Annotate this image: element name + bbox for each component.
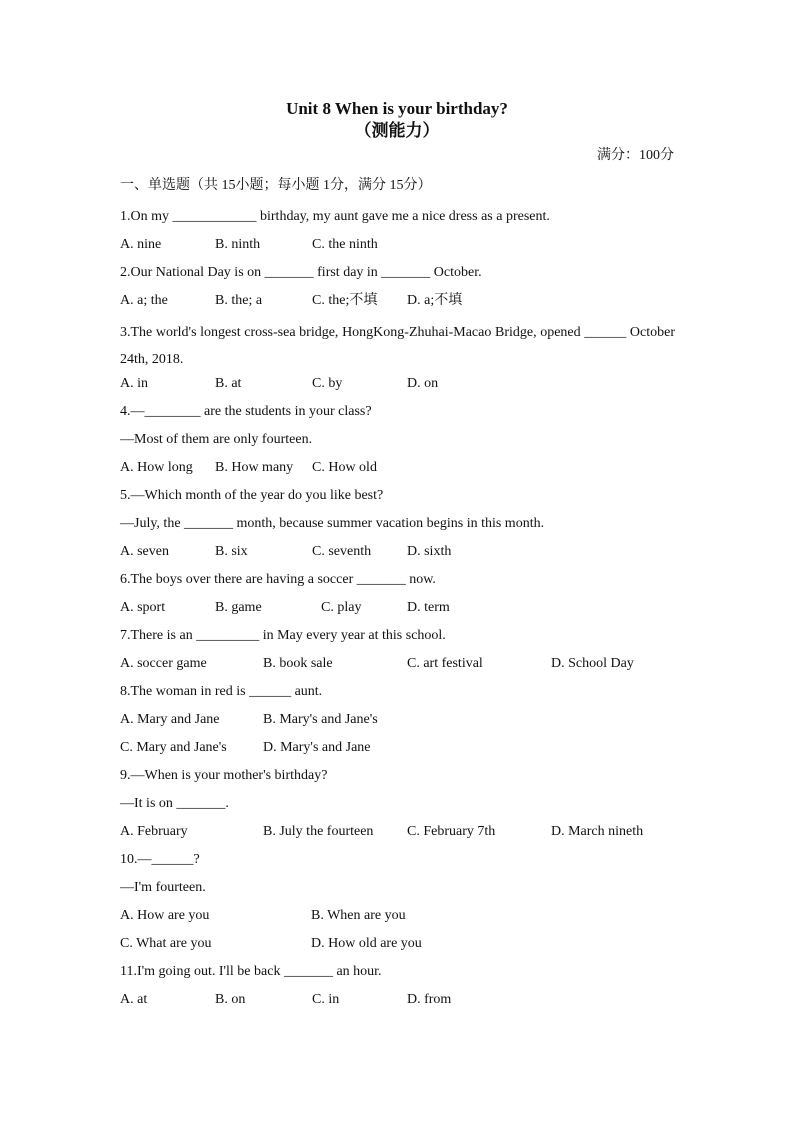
option-b: B. on (215, 992, 246, 1007)
option-c: C. seventh (312, 544, 372, 559)
option-a: A. a; the (120, 293, 168, 308)
option-b: B. book sale (263, 656, 333, 671)
option-b: B. ninth (215, 237, 261, 252)
option-d: D. March nineth (551, 824, 644, 839)
option-b: B. six (215, 544, 248, 559)
option-c: C. How old (312, 460, 377, 475)
question-options (120, 934, 675, 962)
page-title: Unit 8 When is your birthday? (286, 99, 508, 118)
option-d: D. How old are you (311, 936, 422, 951)
option-d: D. a;不填 (407, 293, 463, 308)
option-a: A. in (120, 376, 148, 391)
option-a: A. sport (120, 600, 166, 615)
question-options (120, 906, 675, 934)
question-stem: 4.—________ are the students in your class? (120, 404, 372, 419)
question-options (120, 598, 675, 626)
option-a: A. soccer game (120, 656, 207, 671)
question-stem: —Most of them are only fourteen. (120, 432, 313, 447)
question-stem: 1.On my ____________ birthday, my aunt gave me a nice dress as a present. (120, 209, 550, 224)
option-a: A. How are you (120, 908, 210, 923)
page-subtitle: （测能力） (354, 121, 440, 140)
option-d: D. Mary's and Jane (263, 740, 371, 755)
question-list (120, 207, 675, 1018)
option-a: A. February (120, 824, 188, 839)
option-b: B. the; a (215, 293, 263, 308)
question-stem: 3.The world's longest cross-sea bridge, HongKong-Zhuhai-Macao Bridge, opened ______ October 24th, 2018. (120, 325, 675, 367)
question-options (120, 822, 675, 850)
question-stem: 6.The boys over there are having a soccer _______ now. (120, 572, 436, 587)
question-stem: 7.There is an _________ in May every year at this school. (120, 628, 446, 643)
section-heading: 一、单选题（共 15小题；每小题 1分，满分 15分） (120, 178, 432, 193)
option-d: D. School Day (551, 656, 634, 671)
option-b: B. How many (215, 460, 294, 475)
option-b: B. at (215, 376, 242, 391)
option-a: A. nine (120, 237, 162, 252)
option-c: C. art festival (407, 656, 483, 671)
option-c: C. Mary and Jane's (120, 740, 227, 755)
question-options (120, 291, 675, 319)
option-d: D. term (407, 600, 450, 615)
option-b: B. July the fourteen (263, 824, 374, 839)
full-score: 满分：100分 (597, 148, 674, 163)
option-d: D. from (407, 992, 452, 1007)
option-b: B. Mary's and Jane's (263, 712, 378, 727)
option-c: C. the ninth (312, 237, 378, 252)
option-a: A. Mary and Jane (120, 712, 220, 727)
option-d: D. on (407, 376, 439, 391)
question-stem: 9.—When is your mother's birthday? (120, 768, 328, 783)
option-c: C. the;不填 (312, 293, 378, 308)
question-stem: 8.The woman in red is ______ aunt. (120, 684, 323, 699)
question-stem: —It is on _______. (120, 796, 229, 811)
option-c: C. by (312, 376, 343, 391)
option-a: A. seven (120, 544, 169, 559)
option-b: B. game (215, 600, 262, 615)
question-stem: —July, the _______ month, because summer vacation begins in this month. (120, 516, 545, 531)
question-stem: 11.I'm going out. I'll be back _______ an hour. (120, 964, 382, 979)
question-options (120, 654, 675, 682)
option-c: C. play (321, 600, 362, 615)
option-c: C. What are you (120, 936, 212, 951)
question-options (120, 458, 675, 486)
option-b: B. When are you (311, 908, 406, 923)
option-d: D. sixth (407, 544, 452, 559)
question-options (120, 235, 675, 263)
option-a: A. at (120, 992, 148, 1007)
question-options (120, 738, 675, 766)
option-c: C. in (312, 992, 340, 1007)
question-stem: 10.—______? (120, 852, 200, 867)
question-options (120, 990, 675, 1018)
question-options (120, 374, 675, 402)
question-stem: 2.Our National Day is on _______ first day in _______ October. (120, 265, 482, 280)
option-a: A. How long (120, 460, 193, 475)
question-options (120, 710, 675, 738)
question-stem: —I'm fourteen. (120, 880, 206, 895)
question-options (120, 542, 675, 570)
question-stem: 5.—Which month of the year do you like best? (120, 488, 384, 503)
option-c: C. February 7th (407, 824, 496, 839)
